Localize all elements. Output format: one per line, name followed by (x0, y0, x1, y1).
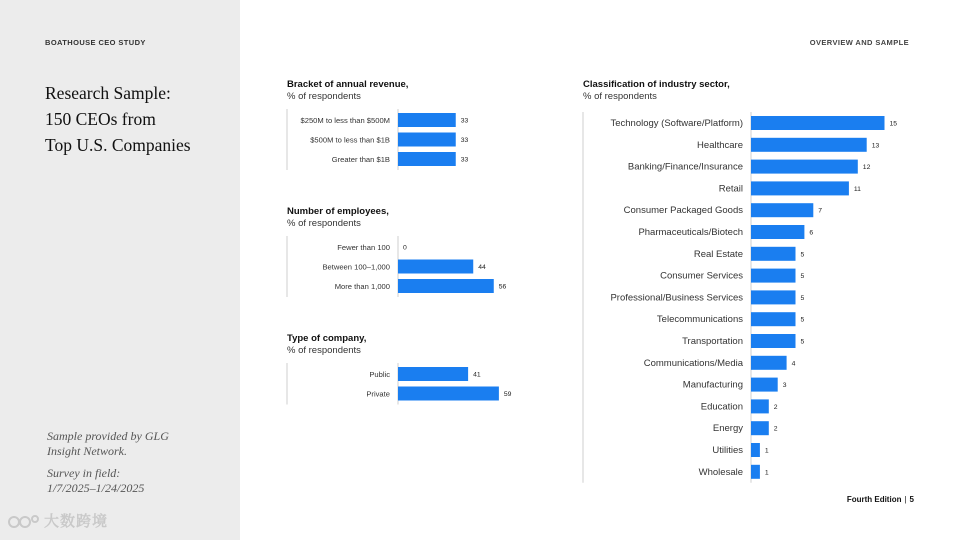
chart-2-value-label: 56 (498, 283, 507, 291)
chart-4-category-label: Healthcare (697, 139, 743, 151)
chart-4-bar (751, 225, 804, 239)
chart-2-bar (398, 279, 494, 293)
chart-2-category-label: Fewer than 100 (337, 243, 390, 252)
chart-4-category-label: Communications/Media (643, 357, 743, 369)
chart-2-subtitle: % of respondents (287, 218, 361, 229)
chart-4-value-label: 12 (862, 164, 871, 172)
chart-3-category-label: Private (366, 389, 390, 399)
chart-1-bar (398, 133, 456, 147)
chart-4-bar (751, 399, 769, 413)
chart-4-category-label: Education (700, 401, 743, 413)
chart-1-category-label: Greater than $1B (331, 155, 390, 164)
chart-2-category-label: Between 100–1,000 (322, 262, 390, 272)
page-title-line: Top U.S. Companies (45, 135, 191, 155)
chart-2-category-label: More than 1,000 (334, 282, 390, 291)
chart-4-bar (751, 334, 796, 348)
chart-1-bar (398, 152, 456, 166)
chart-3-subtitle: % of respondents (287, 345, 361, 356)
chart-4-value-label: 6 (809, 229, 814, 237)
chart-2-title: Number of employees, (287, 206, 389, 217)
page-title-line: 150 CEOs from (45, 109, 156, 129)
chart-4-value-label: 7 (818, 207, 823, 215)
chart-4-bar (751, 116, 885, 130)
chart-4-bar (751, 290, 796, 304)
chart-4-bar (751, 356, 787, 370)
note-line: 1/7/2025–1/24/2025 (47, 481, 145, 495)
chart-3-title: Type of company, (287, 333, 367, 344)
chart-1-subtitle: % of respondents (287, 91, 361, 102)
chart-4-category-label: Real Estate (693, 248, 743, 260)
chart-1-value-label: 33 (460, 137, 469, 144)
chart-4-bar (751, 443, 760, 457)
chart-1-bar (398, 113, 456, 127)
chart-3-value-label: 59 (503, 391, 512, 398)
chart-4-bar (751, 203, 813, 217)
brand-label: BOATHOUSE CEO STUDY (45, 38, 146, 47)
chart-4-category-label: Technology (Software/Platform) (610, 118, 743, 129)
chart-4-value-label: 4 (791, 360, 796, 368)
chart-4-category-label: Retail (718, 183, 743, 195)
page-title-line: Research Sample: (45, 83, 171, 103)
chart-4-value-label: 2 (773, 425, 778, 433)
chart-4-bar (751, 138, 867, 152)
edition-label: Fourth Edition (846, 495, 902, 504)
chart-4-bar (751, 181, 849, 195)
chart-4-subtitle: % of respondents (583, 91, 657, 102)
chart-2-bar (398, 260, 473, 274)
chart-1-category-label: $250M to less than $500M (300, 116, 390, 125)
chart-4-bar (751, 269, 796, 283)
note-line: Insight Network. (47, 444, 127, 458)
chart-3-category-label: Public (369, 370, 390, 379)
chart-4-value-label: 5 (800, 273, 805, 281)
chart-4-value-label: 3 (782, 382, 787, 390)
chart-4-category-label: Consumer Services (660, 270, 743, 282)
chart-4-value-label: 1 (764, 447, 769, 455)
chart-1-value-label: 33 (460, 117, 469, 125)
chart-1-category-label: $500M to less than $1B (310, 135, 390, 145)
chart-4-bar (751, 247, 796, 261)
chart-4-value-label: 5 (800, 251, 805, 259)
footer (847, 495, 914, 504)
chart-4-value-label: 2 (773, 403, 778, 411)
chart-4-bar (751, 465, 760, 479)
chart-4-value-label: 5 (800, 294, 805, 302)
footer-separator: | (904, 495, 907, 504)
chart-4-category-label: Pharmaceuticals/Biotech (638, 227, 743, 238)
chart-4-value-label: 5 (800, 338, 805, 346)
chart-3-bar (398, 367, 468, 381)
chart-4-title: Classification of industry sector, (583, 79, 730, 90)
chart-4-category-label: Energy (712, 423, 743, 435)
chart-4-value-label: 5 (800, 316, 805, 324)
chart-4-category-label: Professional/Business Services (610, 292, 743, 304)
chart-4-value-label: 11 (853, 185, 861, 193)
chart-3-value-label: 41 (473, 371, 481, 379)
chart-4-bar (751, 160, 858, 174)
chart-4-category-label: Utilities (712, 445, 743, 456)
note-line: Survey in field: (47, 466, 121, 480)
chart-4-category-label: Wholesale (698, 466, 743, 478)
section-label: OVERVIEW AND SAMPLE (809, 38, 909, 47)
chart-4-category-label: Consumer Packaged Goods (623, 205, 743, 217)
chart-4-bar (751, 312, 796, 326)
page-number: 5 (909, 495, 914, 504)
chart-4-category-label: Transportation (682, 336, 743, 347)
chart-4-bar (751, 421, 769, 435)
chart-2-value-label: 0 (403, 244, 407, 252)
chart-4-value-label: 13 (871, 142, 880, 150)
chart-1-value-label: 33 (460, 156, 469, 164)
chart-4-category-label: Telecommunications (656, 314, 743, 326)
watermark-text: 大数跨境 (44, 513, 109, 530)
note-line: Sample provided by GLG (47, 429, 169, 443)
chart-4-bar (751, 378, 778, 392)
chart-2-value-label: 44 (478, 264, 486, 271)
chart-4-category-label: Banking/Finance/Insurance (627, 161, 743, 173)
chart-3-bar (398, 387, 499, 401)
chart-4-value-label: 1 (764, 469, 769, 477)
chart-1-title: Bracket of annual revenue, (287, 79, 409, 90)
chart-4-value-label: 15 (889, 120, 898, 128)
chart-4-category-label: Manufacturing (682, 379, 743, 391)
